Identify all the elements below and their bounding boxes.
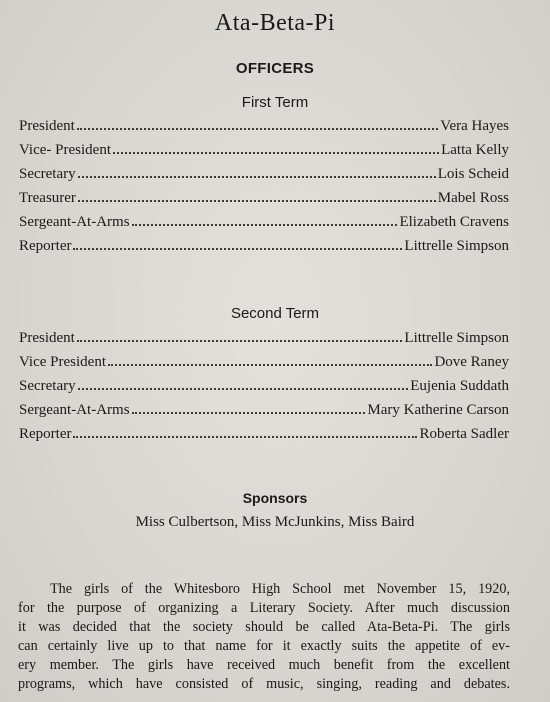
society-description <box>18 580 510 694</box>
officer-name: Eujenia Suddath <box>410 378 509 394</box>
first-term-row-vice-president <box>19 142 509 162</box>
dot-leader <box>77 330 403 342</box>
officer-role: Reporter <box>19 426 72 442</box>
paragraph-line: ery member. The girls have received much benefit from the excellent <box>18 657 510 673</box>
second-term-row-reporter <box>19 426 509 446</box>
dot-leader <box>73 238 402 250</box>
second-term-heading: Second Term <box>230 305 320 322</box>
first-term-row-president <box>19 118 509 138</box>
dot-leader <box>78 190 436 202</box>
officer-role: Sergeant-At-Arms <box>19 214 130 230</box>
dot-leader <box>78 378 409 390</box>
officer-name: Lois Scheid <box>437 166 509 182</box>
officer-role: Secretary <box>19 166 76 182</box>
second-term-row-president <box>19 330 509 350</box>
sponsors-heading: Sponsors <box>242 490 308 506</box>
dot-leader <box>113 142 439 154</box>
officer-name: Roberta Sadler <box>419 426 509 442</box>
paragraph-line: can certainly live up to that name for it exactly suits the appetite of ev- <box>18 638 510 654</box>
dot-leader <box>108 354 432 366</box>
officer-role: Vice President <box>19 354 106 370</box>
officers-heading: OFFICERS <box>235 60 315 77</box>
paragraph-line: for the purpose of organizing a Literary Society. After much discussion <box>18 600 510 616</box>
officer-role: Sergeant-At-Arms <box>19 402 130 418</box>
officer-role: Treasurer <box>19 190 76 206</box>
dot-leader <box>73 426 417 438</box>
first-term-row-reporter <box>19 238 509 258</box>
officer-name: Elizabeth Cravens <box>399 214 509 230</box>
dot-leader <box>132 214 398 226</box>
first-term-row-sergeant-at-arms <box>19 214 509 234</box>
first-term-row-secretary <box>19 166 509 186</box>
officer-name: Littrelle Simpson <box>404 238 509 254</box>
officer-name: Mabel Ross <box>437 190 509 206</box>
second-term-row-secretary <box>19 378 509 398</box>
officer-name: Mary Katherine Carson <box>367 402 509 418</box>
second-term-row-vice-president <box>19 354 509 374</box>
first-term-heading: First Term <box>241 94 309 111</box>
dot-leader <box>77 118 438 130</box>
paragraph-line: it was decided that the society should be called Ata-Beta-Pi. The girls <box>18 619 510 635</box>
page-title: Ata-Beta-Pi <box>214 10 336 36</box>
officer-role: Reporter <box>19 238 72 254</box>
dot-leader <box>132 402 366 414</box>
officer-role: Vice- President <box>19 142 111 158</box>
paragraph-line: programs, which have consisted of music, singing, reading and debates. <box>18 676 510 692</box>
dot-leader <box>78 166 436 178</box>
first-term-row-treasurer <box>19 190 509 210</box>
officer-name: Latta Kelly <box>441 142 509 158</box>
officer-role: President <box>19 330 75 346</box>
officer-name: Vera Hayes <box>440 118 509 134</box>
paragraph-line: The girls of the Whitesboro High School met November 15, 1920, <box>50 581 510 597</box>
second-term-row-sergeant-at-arms <box>19 402 509 422</box>
officer-name: Littrelle Simpson <box>404 330 509 346</box>
officer-name: Dove Raney <box>434 354 509 370</box>
sponsors-names: Miss Culbertson, Miss McJunkins, Miss Baird <box>135 514 415 530</box>
officer-role: Secretary <box>19 378 76 394</box>
officer-role: President <box>19 118 75 134</box>
